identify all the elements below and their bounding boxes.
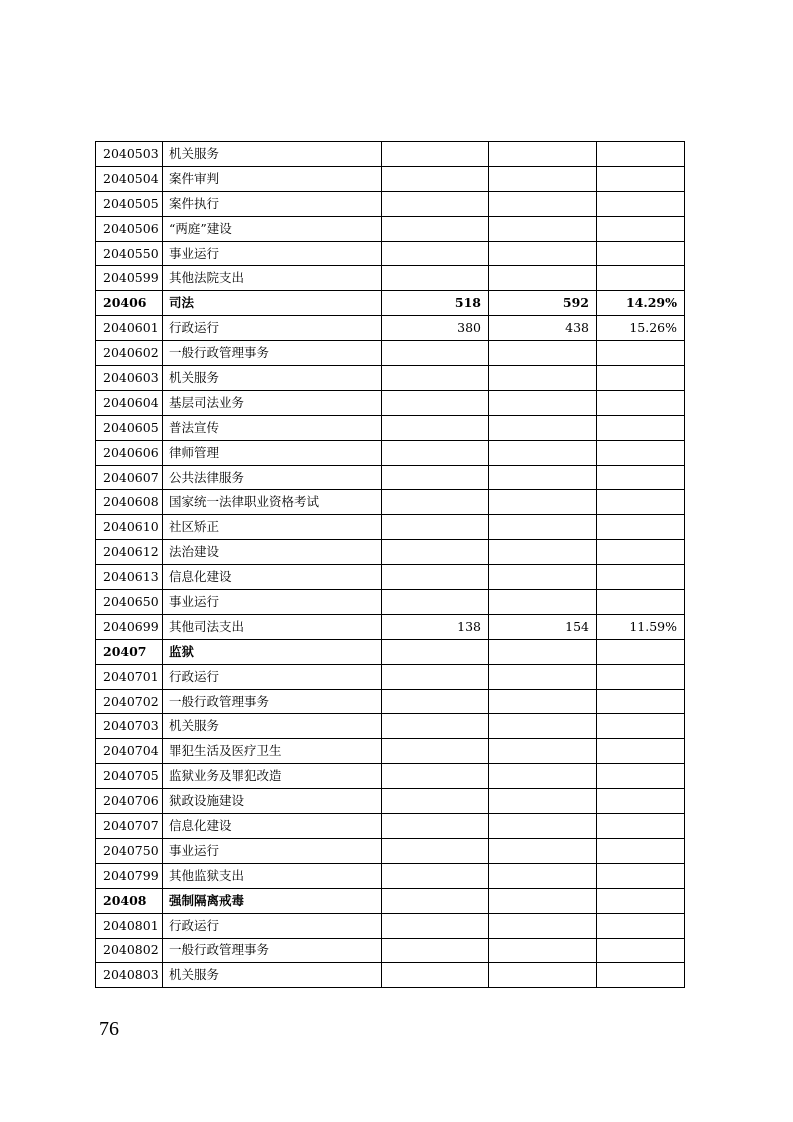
row-code-cell: 2040503 bbox=[96, 142, 163, 167]
row-value-1-cell bbox=[382, 938, 489, 963]
table-row bbox=[96, 739, 685, 764]
row-value-2-cell bbox=[489, 739, 597, 764]
table-row bbox=[96, 142, 685, 167]
row-value-1-cell bbox=[382, 714, 489, 739]
row-value-2-cell bbox=[489, 764, 597, 789]
row-growth-rate-cell bbox=[597, 664, 685, 689]
table-row bbox=[96, 216, 685, 241]
row-name-cell: 监狱 bbox=[163, 639, 382, 664]
table-row bbox=[96, 191, 685, 216]
row-name-cell: 狱政设施建设 bbox=[163, 789, 382, 814]
row-value-1-cell bbox=[382, 415, 489, 440]
row-name-cell: 一般行政管理事务 bbox=[163, 341, 382, 366]
row-value-2-cell bbox=[489, 490, 597, 515]
table-row bbox=[96, 490, 685, 515]
row-growth-rate-cell bbox=[597, 565, 685, 590]
row-name-cell: 事业运行 bbox=[163, 838, 382, 863]
row-growth-rate-cell bbox=[597, 390, 685, 415]
row-value-1-cell bbox=[382, 540, 489, 565]
row-value-2-cell bbox=[489, 689, 597, 714]
row-growth-rate-cell bbox=[597, 639, 685, 664]
row-value-1-cell: 138 bbox=[382, 614, 489, 639]
row-value-2-cell bbox=[489, 565, 597, 590]
row-growth-rate-cell bbox=[597, 341, 685, 366]
row-name-cell: “两庭”建设 bbox=[163, 216, 382, 241]
row-value-1-cell bbox=[382, 216, 489, 241]
row-code-cell: 2040612 bbox=[96, 540, 163, 565]
row-code-cell: 2040803 bbox=[96, 963, 163, 988]
table-row bbox=[96, 341, 685, 366]
table-row bbox=[96, 963, 685, 988]
row-value-2-cell bbox=[489, 814, 597, 839]
row-value-2-cell bbox=[489, 366, 597, 391]
table-row bbox=[96, 241, 685, 266]
row-growth-rate-cell bbox=[597, 789, 685, 814]
page-number: 76 bbox=[99, 1018, 119, 1040]
row-value-2-cell bbox=[489, 913, 597, 938]
row-value-1-cell bbox=[382, 639, 489, 664]
row-name-cell: 行政运行 bbox=[163, 664, 382, 689]
table-row bbox=[96, 639, 685, 664]
row-value-1-cell bbox=[382, 166, 489, 191]
row-value-2-cell bbox=[489, 440, 597, 465]
row-value-1-cell bbox=[382, 814, 489, 839]
row-value-1-cell bbox=[382, 191, 489, 216]
row-value-2-cell bbox=[489, 714, 597, 739]
row-code-cell: 2040703 bbox=[96, 714, 163, 739]
row-name-cell: 机关服务 bbox=[163, 142, 382, 167]
row-code-cell: 20406 bbox=[96, 291, 163, 316]
row-value-2-cell: 438 bbox=[489, 316, 597, 341]
row-code-cell: 2040607 bbox=[96, 465, 163, 490]
row-growth-rate-cell: 11.59% bbox=[597, 614, 685, 639]
row-growth-rate-cell bbox=[597, 888, 685, 913]
row-name-cell: 国家统一法律职业资格考试 bbox=[163, 490, 382, 515]
row-growth-rate-cell: 14.29% bbox=[597, 291, 685, 316]
row-growth-rate-cell bbox=[597, 863, 685, 888]
row-name-cell: 机关服务 bbox=[163, 963, 382, 988]
row-growth-rate-cell bbox=[597, 166, 685, 191]
row-value-2-cell bbox=[489, 963, 597, 988]
row-growth-rate-cell bbox=[597, 689, 685, 714]
row-value-1-cell bbox=[382, 838, 489, 863]
row-growth-rate-cell bbox=[597, 590, 685, 615]
row-code-cell: 2040603 bbox=[96, 366, 163, 391]
row-name-cell: 强制隔离戒毒 bbox=[163, 888, 382, 913]
row-name-cell: 机关服务 bbox=[163, 366, 382, 391]
row-growth-rate-cell bbox=[597, 241, 685, 266]
row-code-cell: 2040801 bbox=[96, 913, 163, 938]
row-value-2-cell bbox=[489, 166, 597, 191]
row-code-cell: 20408 bbox=[96, 888, 163, 913]
row-name-cell: 案件审判 bbox=[163, 166, 382, 191]
row-value-2-cell bbox=[489, 639, 597, 664]
table-row bbox=[96, 415, 685, 440]
row-code-cell: 2040705 bbox=[96, 764, 163, 789]
budget-table bbox=[95, 141, 685, 988]
row-code-cell: 2040699 bbox=[96, 614, 163, 639]
row-code-cell: 2040608 bbox=[96, 490, 163, 515]
row-value-1-cell bbox=[382, 664, 489, 689]
row-growth-rate-cell bbox=[597, 142, 685, 167]
table-row bbox=[96, 540, 685, 565]
row-name-cell: 机关服务 bbox=[163, 714, 382, 739]
row-code-cell: 2040702 bbox=[96, 689, 163, 714]
row-code-cell: 2040504 bbox=[96, 166, 163, 191]
row-value-1-cell: 518 bbox=[382, 291, 489, 316]
row-name-cell: 一般行政管理事务 bbox=[163, 938, 382, 963]
row-name-cell: 公共法律服务 bbox=[163, 465, 382, 490]
row-code-cell: 2040505 bbox=[96, 191, 163, 216]
row-value-2-cell bbox=[489, 341, 597, 366]
table-row bbox=[96, 913, 685, 938]
table-row bbox=[96, 938, 685, 963]
row-growth-rate-cell bbox=[597, 465, 685, 490]
row-code-cell: 2040506 bbox=[96, 216, 163, 241]
row-name-cell: 监狱业务及罪犯改造 bbox=[163, 764, 382, 789]
row-growth-rate-cell bbox=[597, 739, 685, 764]
row-growth-rate-cell bbox=[597, 838, 685, 863]
row-name-cell: 事业运行 bbox=[163, 590, 382, 615]
table-row bbox=[96, 689, 685, 714]
row-code-cell: 2040601 bbox=[96, 316, 163, 341]
row-value-1-cell: 380 bbox=[382, 316, 489, 341]
row-growth-rate-cell bbox=[597, 216, 685, 241]
row-name-cell: 其他监狱支出 bbox=[163, 863, 382, 888]
row-code-cell: 2040602 bbox=[96, 341, 163, 366]
table-row bbox=[96, 838, 685, 863]
row-growth-rate-cell bbox=[597, 540, 685, 565]
table-row bbox=[96, 888, 685, 913]
table-row bbox=[96, 789, 685, 814]
row-value-1-cell bbox=[382, 739, 489, 764]
row-name-cell: 其他司法支出 bbox=[163, 614, 382, 639]
row-code-cell: 2040550 bbox=[96, 241, 163, 266]
row-code-cell: 2040613 bbox=[96, 565, 163, 590]
row-code-cell: 2040650 bbox=[96, 590, 163, 615]
row-code-cell: 2040704 bbox=[96, 739, 163, 764]
row-value-2-cell: 154 bbox=[489, 614, 597, 639]
row-growth-rate-cell bbox=[597, 490, 685, 515]
row-growth-rate-cell bbox=[597, 963, 685, 988]
row-code-cell: 2040706 bbox=[96, 789, 163, 814]
row-name-cell: 信息化建设 bbox=[163, 565, 382, 590]
row-growth-rate-cell bbox=[597, 415, 685, 440]
row-growth-rate-cell bbox=[597, 191, 685, 216]
row-value-1-cell bbox=[382, 366, 489, 391]
table-row bbox=[96, 316, 685, 341]
row-name-cell: 罪犯生活及医疗卫生 bbox=[163, 739, 382, 764]
table-row bbox=[96, 390, 685, 415]
row-value-2-cell bbox=[489, 266, 597, 291]
row-value-2-cell: 592 bbox=[489, 291, 597, 316]
row-value-1-cell bbox=[382, 913, 489, 938]
row-value-1-cell bbox=[382, 266, 489, 291]
table-row bbox=[96, 515, 685, 540]
table-row bbox=[96, 764, 685, 789]
row-name-cell: 一般行政管理事务 bbox=[163, 689, 382, 714]
row-value-2-cell bbox=[489, 415, 597, 440]
row-growth-rate-cell bbox=[597, 515, 685, 540]
row-name-cell: 司法 bbox=[163, 291, 382, 316]
row-value-2-cell bbox=[489, 515, 597, 540]
table-row bbox=[96, 465, 685, 490]
table-row bbox=[96, 291, 685, 316]
row-value-2-cell bbox=[489, 789, 597, 814]
row-name-cell: 基层司法业务 bbox=[163, 390, 382, 415]
row-name-cell: 社区矫正 bbox=[163, 515, 382, 540]
row-value-2-cell bbox=[489, 465, 597, 490]
row-code-cell: 2040599 bbox=[96, 266, 163, 291]
row-name-cell: 行政运行 bbox=[163, 316, 382, 341]
table-row bbox=[96, 614, 685, 639]
row-growth-rate-cell bbox=[597, 440, 685, 465]
row-value-1-cell bbox=[382, 390, 489, 415]
row-name-cell: 案件执行 bbox=[163, 191, 382, 216]
row-value-1-cell bbox=[382, 689, 489, 714]
row-value-1-cell bbox=[382, 465, 489, 490]
row-code-cell: 20407 bbox=[96, 639, 163, 664]
row-growth-rate-cell bbox=[597, 764, 685, 789]
row-code-cell: 2040701 bbox=[96, 664, 163, 689]
row-value-1-cell bbox=[382, 565, 489, 590]
table-row bbox=[96, 565, 685, 590]
table-row bbox=[96, 366, 685, 391]
row-value-2-cell bbox=[489, 590, 597, 615]
row-growth-rate-cell bbox=[597, 814, 685, 839]
row-value-2-cell bbox=[489, 191, 597, 216]
table-row bbox=[96, 814, 685, 839]
row-value-2-cell bbox=[489, 540, 597, 565]
row-name-cell: 事业运行 bbox=[163, 241, 382, 266]
row-value-2-cell bbox=[489, 838, 597, 863]
row-value-1-cell bbox=[382, 590, 489, 615]
row-growth-rate-cell bbox=[597, 366, 685, 391]
row-value-1-cell bbox=[382, 963, 489, 988]
row-code-cell: 2040605 bbox=[96, 415, 163, 440]
row-growth-rate-cell bbox=[597, 938, 685, 963]
row-value-2-cell bbox=[489, 888, 597, 913]
row-value-1-cell bbox=[382, 764, 489, 789]
row-value-1-cell bbox=[382, 341, 489, 366]
row-value-1-cell bbox=[382, 515, 489, 540]
row-value-1-cell bbox=[382, 142, 489, 167]
row-value-2-cell bbox=[489, 216, 597, 241]
row-code-cell: 2040707 bbox=[96, 814, 163, 839]
row-value-2-cell bbox=[489, 938, 597, 963]
row-code-cell: 2040610 bbox=[96, 515, 163, 540]
table-row bbox=[96, 590, 685, 615]
row-value-1-cell bbox=[382, 789, 489, 814]
table-row bbox=[96, 166, 685, 191]
row-value-1-cell bbox=[382, 440, 489, 465]
row-value-1-cell bbox=[382, 490, 489, 515]
row-value-2-cell bbox=[489, 664, 597, 689]
table-row bbox=[96, 266, 685, 291]
row-value-1-cell bbox=[382, 888, 489, 913]
row-name-cell: 其他法院支出 bbox=[163, 266, 382, 291]
row-name-cell: 法治建设 bbox=[163, 540, 382, 565]
table-row bbox=[96, 863, 685, 888]
row-name-cell: 律师管理 bbox=[163, 440, 382, 465]
row-value-1-cell bbox=[382, 863, 489, 888]
table-row bbox=[96, 664, 685, 689]
row-value-1-cell bbox=[382, 241, 489, 266]
row-growth-rate-cell bbox=[597, 714, 685, 739]
row-value-2-cell bbox=[489, 241, 597, 266]
row-code-cell: 2040750 bbox=[96, 838, 163, 863]
row-code-cell: 2040604 bbox=[96, 390, 163, 415]
table-row bbox=[96, 714, 685, 739]
row-code-cell: 2040606 bbox=[96, 440, 163, 465]
row-name-cell: 普法宣传 bbox=[163, 415, 382, 440]
row-value-2-cell bbox=[489, 142, 597, 167]
row-growth-rate-cell bbox=[597, 266, 685, 291]
row-code-cell: 2040799 bbox=[96, 863, 163, 888]
row-name-cell: 行政运行 bbox=[163, 913, 382, 938]
table-row bbox=[96, 440, 685, 465]
row-code-cell: 2040802 bbox=[96, 938, 163, 963]
row-value-2-cell bbox=[489, 390, 597, 415]
row-growth-rate-cell bbox=[597, 913, 685, 938]
row-value-2-cell bbox=[489, 863, 597, 888]
row-name-cell: 信息化建设 bbox=[163, 814, 382, 839]
row-growth-rate-cell: 15.26% bbox=[597, 316, 685, 341]
